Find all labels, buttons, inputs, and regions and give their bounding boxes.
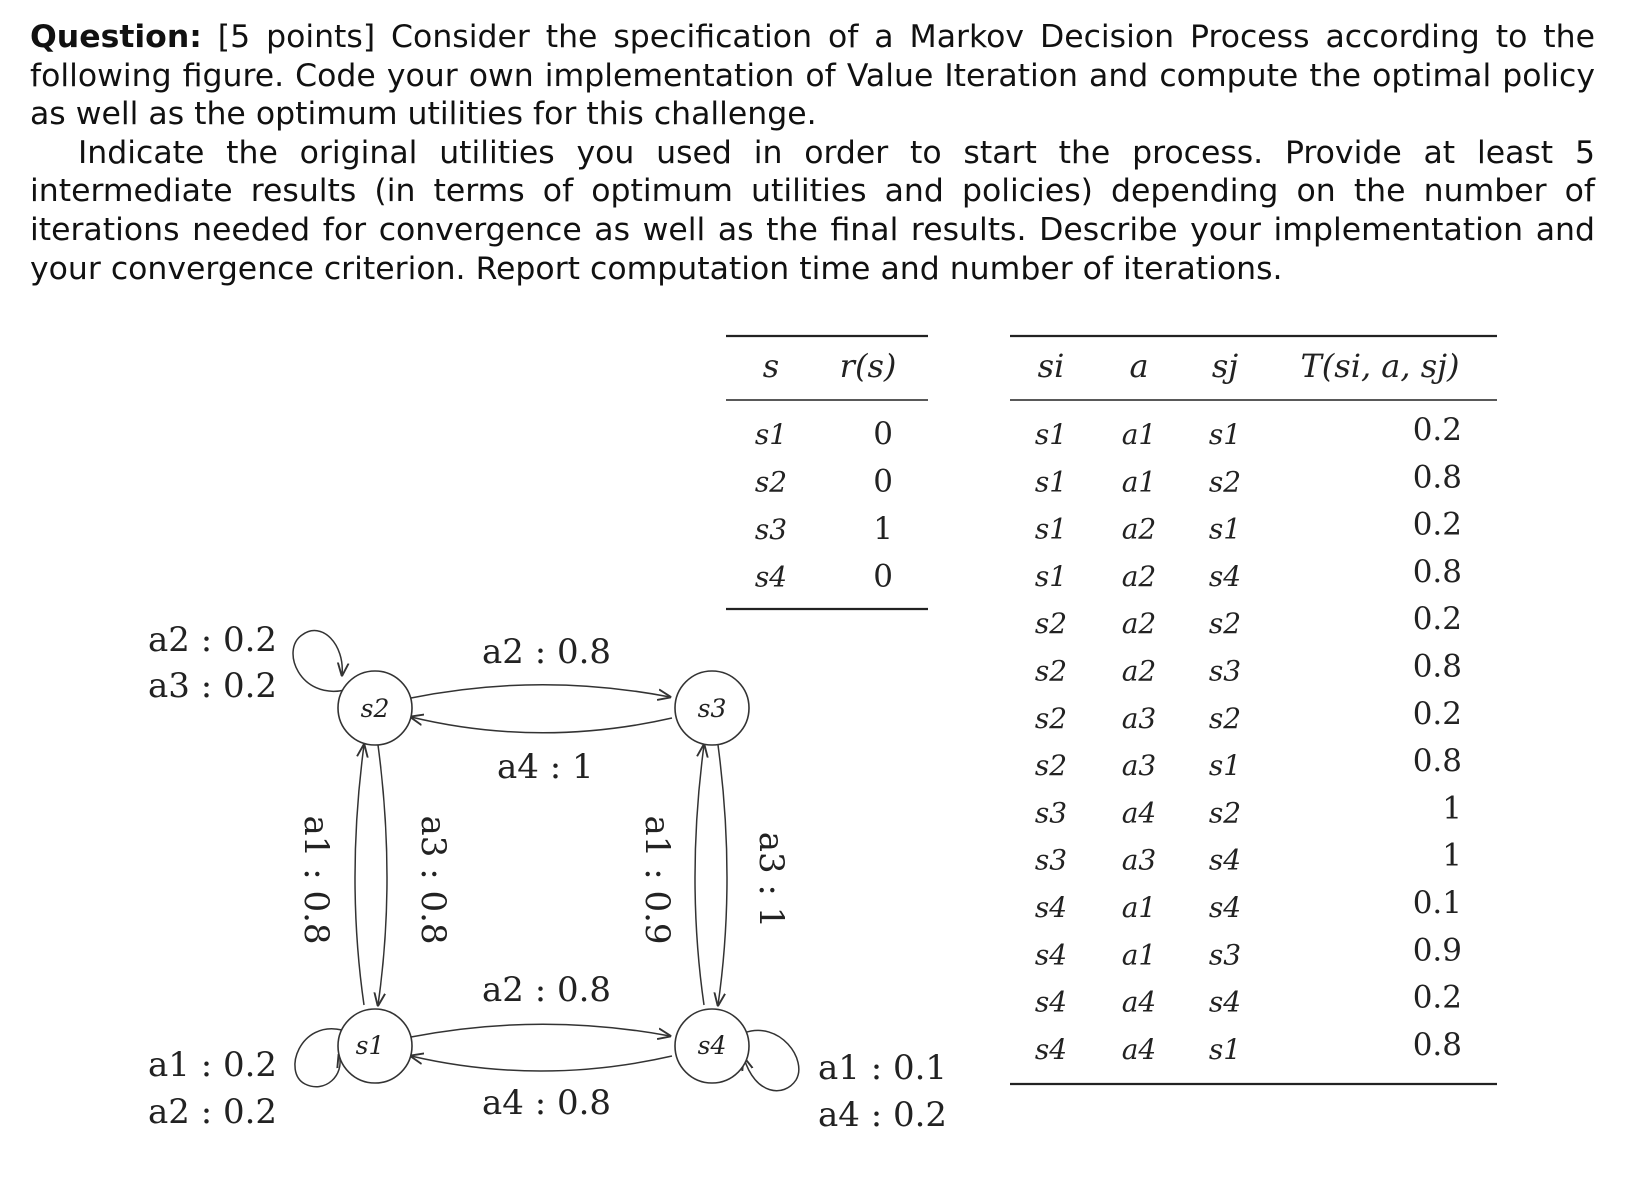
state-diagram	[148, 620, 947, 1135]
transition-cell-prob: 0.8	[1412, 459, 1462, 496]
transition-cell-prob: 0.8	[1412, 1026, 1462, 1063]
transition-cell-a: a4	[1121, 985, 1157, 1019]
label-s4-self-a1: a1 : 0.1	[818, 1048, 948, 1088]
reward-cell-state: s2	[754, 465, 788, 499]
transition-cell-si: s2	[1034, 654, 1068, 688]
edge-s4-s3	[695, 745, 704, 1005]
transition-table	[1010, 336, 1497, 1084]
label-s3-s2: a4 : 1	[497, 747, 594, 787]
transition-header-si: si	[1037, 347, 1065, 385]
label-s2-self-a2: a2 : 0.2	[148, 620, 278, 660]
transition-header-sj: sj	[1211, 347, 1239, 385]
transition-cell-a: a3	[1121, 701, 1157, 735]
transition-cell-a: a1	[1121, 418, 1157, 451]
transition-cell-a: a4	[1121, 1032, 1157, 1066]
reward-cell-value: 0	[873, 416, 893, 452]
transition-cell-a: a1	[1121, 891, 1157, 924]
loop-s4	[744, 1030, 799, 1090]
transition-cell-sj: s3	[1208, 654, 1242, 688]
reward-table	[726, 336, 928, 609]
transition-cell-si: s4	[1034, 938, 1068, 972]
transition-cell-a: a3	[1121, 843, 1157, 877]
edge-s1-s2	[355, 745, 364, 1005]
reward-cell-value: 0	[873, 558, 893, 595]
transition-cell-sj: s2	[1208, 796, 1242, 830]
transition-cell-si: s4	[1034, 1032, 1068, 1066]
reward-cell-state: s4	[754, 560, 788, 594]
transition-cell-prob: 1	[1442, 790, 1462, 827]
question-paragraph-2: Indicate the original utilities you used in order to start the process. Provide at least 5 intermediate results (in terms of optimum utilities and policies) depending on the number of iterations needed for convergence as well as the final results. Describe your implementation and your convergence criterion. Report computation time and number of iterations.	[30, 134, 1595, 287]
transition-cell-a: a2	[1121, 559, 1157, 593]
transition-cell-sj: s2	[1208, 701, 1242, 735]
node-s3-label: s3	[697, 694, 727, 723]
question-body: [5 points] Consider the specification of a Markov Decision Process according to the following figure. Code your own implementation of Value Iteration and compute the optimal policy as well as the optimum utilities for this challenge.	[30, 19, 1595, 133]
transition-cell-si: s1	[1034, 512, 1068, 546]
transition-cell-si: s4	[1034, 985, 1068, 1019]
label-s2-self-a3: a3 : 0.2	[148, 666, 278, 706]
transition-cell-prob: 0.2	[1412, 979, 1462, 1016]
label-s2-s1: a3 : 0.8	[413, 815, 453, 945]
transition-cell-sj: s1	[1208, 1032, 1242, 1066]
transition-header-a: a	[1129, 347, 1149, 385]
reward-cell-value: 1	[873, 511, 893, 547]
edge-s3-s2	[411, 717, 672, 733]
transition-cell-sj: s4	[1208, 891, 1242, 924]
transition-header-t: T(si, a, sj)	[1300, 347, 1460, 385]
edge-s3-s4	[718, 745, 727, 1005]
transition-cell-sj: s4	[1208, 843, 1242, 877]
label-s1-self-a1: a1 : 0.2	[148, 1045, 278, 1085]
transition-cell-si: s1	[1034, 418, 1068, 451]
transition-cell-sj: s2	[1208, 607, 1242, 641]
transition-cell-prob: 0.8	[1412, 743, 1462, 780]
transition-cell-prob: 0.2	[1412, 506, 1462, 543]
transition-cell-prob: 1	[1442, 837, 1462, 874]
transition-cell-prob: 0.1	[1412, 885, 1462, 921]
transition-cell-a: a2	[1121, 654, 1157, 688]
transition-cell-sj: s1	[1208, 512, 1242, 546]
transition-cell-prob: 0.2	[1412, 601, 1462, 638]
transition-cell-si: s1	[1034, 559, 1068, 593]
transition-cell-a: a2	[1121, 512, 1157, 546]
label-s4-self-a4: a4 : 0.2	[818, 1095, 948, 1135]
transition-cell-si: s2	[1034, 749, 1068, 783]
transition-cell-sj: s1	[1208, 749, 1242, 783]
transition-cell-prob: 0.2	[1412, 695, 1462, 732]
label-s1-s4: a2 : 0.8	[482, 970, 612, 1010]
transition-cell-prob: 0.8	[1412, 553, 1462, 590]
reward-cell-value: 0	[873, 463, 893, 500]
transition-cell-a: a2	[1121, 607, 1157, 641]
transition-cell-sj: s2	[1208, 465, 1242, 499]
edge-s4-s1	[411, 1056, 672, 1071]
label-s2-s3: a2 : 0.8	[482, 632, 612, 672]
transition-cell-prob: 0.9	[1412, 932, 1462, 969]
label-s1-self-a2: a2 : 0.2	[148, 1092, 278, 1132]
transition-cell-sj: s4	[1208, 559, 1242, 593]
reward-header-r: r(s)	[839, 347, 897, 385]
node-s2-label: s2	[360, 694, 390, 723]
transition-cell-sj: s4	[1208, 985, 1242, 1019]
loop-s2	[293, 631, 345, 692]
label-s1-s2: a1 : 0.8	[296, 815, 336, 945]
transition-cell-si: s4	[1034, 891, 1068, 924]
question-heading: Question:	[30, 19, 202, 55]
transition-cell-a: a4	[1121, 796, 1157, 830]
transition-cell-si: s2	[1034, 607, 1068, 641]
edge-s1-s4	[411, 1024, 670, 1037]
reward-header-s: s	[762, 347, 780, 385]
transition-cell-si: s3	[1034, 843, 1068, 877]
transition-cell-a: a3	[1121, 749, 1157, 783]
reward-rows	[755, 416, 893, 595]
reward-cell-state: s1	[754, 418, 788, 451]
transition-cell-a: a1	[1121, 938, 1157, 972]
transition-cell-si: s1	[1034, 465, 1068, 499]
label-s4-s3: a1 : 0.9	[637, 815, 677, 945]
transition-rows	[1035, 412, 1462, 1066]
node-s4-label: s4	[697, 1031, 727, 1060]
transition-cell-sj: s1	[1208, 418, 1242, 451]
transition-cell-a: a1	[1121, 465, 1157, 499]
transition-cell-si: s3	[1034, 796, 1068, 830]
label-s4-s1: a4 : 0.8	[482, 1083, 612, 1123]
node-s1-label: s1	[355, 1031, 385, 1060]
edge-s2-s3	[411, 685, 670, 698]
reward-cell-state: s3	[754, 513, 788, 546]
transition-cell-sj: s3	[1208, 938, 1242, 972]
transition-cell-si: s2	[1034, 701, 1068, 735]
label-s3-s4: a3 : 1	[751, 831, 791, 929]
edge-s2-s1	[378, 745, 387, 1005]
transition-cell-prob: 0.8	[1412, 648, 1462, 685]
loop-s1	[295, 1029, 342, 1087]
transition-cell-prob: 0.2	[1412, 412, 1462, 448]
